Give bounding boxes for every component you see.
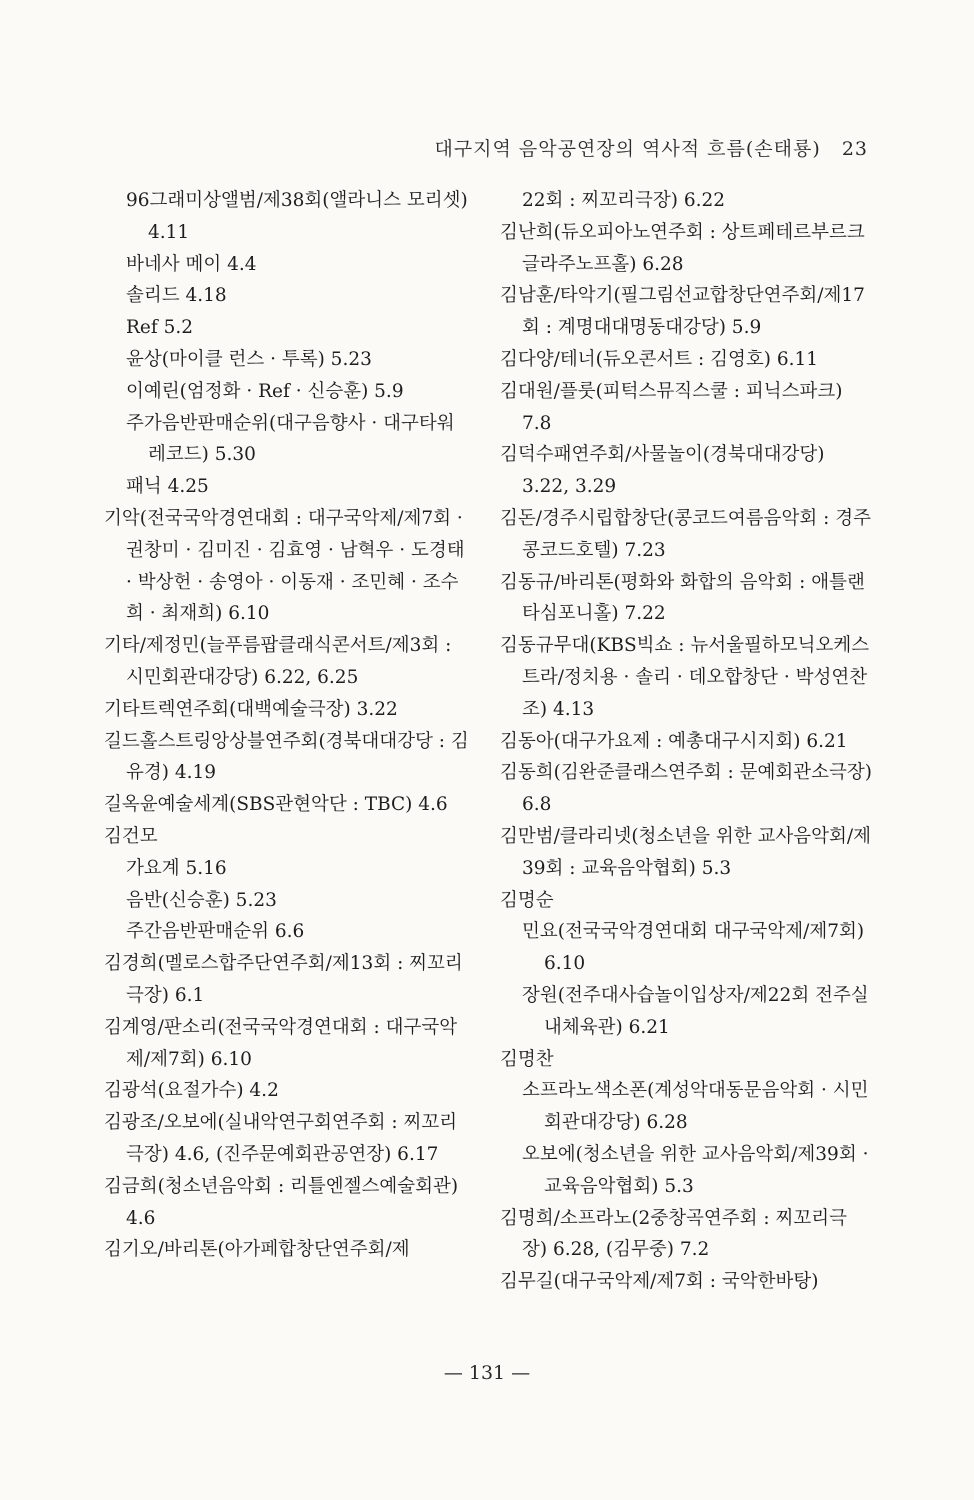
index-entry: 김동희(김완준클래스연주회 : 문예회관소극장) 6.8 xyxy=(500,762,872,816)
index-entry: 김대원/플룻(피턱스뮤직스쿨 : 피닉스파크) 7.8 xyxy=(500,380,843,434)
index-entry: 길드홀스트링앙상블연주회(경북대대강당 : 김유경) 4.19 xyxy=(104,730,469,784)
index-entry: 김계영/판소리(전국국악경연대회 : 대구국악제/제7회) 6.10 xyxy=(104,1016,458,1070)
index-entry: 김금희(청소년음악회 : 리틀엔젤스예술회관) 4.6 xyxy=(104,1175,459,1229)
index-entry: 주간음반판매순위 6.6 xyxy=(126,921,305,943)
index-entry: 김명희/소프라노(2중창곡연주회 : 찌꼬리극장) 6.28, (김무중) 7.2 xyxy=(500,1207,848,1261)
running-header xyxy=(0,134,868,161)
index-entry: 기악(전국국악경연대회 : 대구국악제/제7회 · 권창미 · 김미진 · 김효영 · 남혁우 · 도경태 · 박상헌 · 송영아 · 이동재 · 조민혜 · 조수희 · 최재희) 6.10 xyxy=(104,507,465,625)
index-entry: 김광석(요절가수) 4.2 xyxy=(104,1080,279,1102)
index-entry: 윤상(마이클 런스 · 투록) 5.23 xyxy=(126,348,372,370)
index-entry: 김동아(대구가요제 : 예총대구시지회) 6.21 xyxy=(500,730,848,752)
index-entry: 김무길(대구국악제/제7회 : 국악한바탕) xyxy=(500,1271,819,1293)
index-entry: 김돈/경주시립합창단(콩코드여름음악회 : 경주콩코드호텔) 7.23 xyxy=(500,507,871,561)
index-entry: 김다양/테너(듀오콘서트 : 김영호) 6.11 xyxy=(500,348,819,370)
index-entry: 김만범/클라리넷(청소년을 위한 교사음악회/제39회 : 교육음악협회) 5.3 xyxy=(500,825,871,879)
index-entry: 기타트렉연주회(대백예술극장) 3.22 xyxy=(104,698,398,720)
index-entry: 민요(전국국악경연대회 대구국악제/제7회) 6.10 xyxy=(522,921,865,975)
index-entry: 기타/제정민(늘푸름팝클래식콘서트/제3회 : 시민회관대강당) 6.22, 6.25 xyxy=(104,635,452,688)
index-entry: 김경희(멜로스합주단연주회/제13회 : 찌꼬리극장) 6.1 xyxy=(104,953,463,1006)
index-entry: 이예린(엄정화 · Ref · 신승훈) 5.9 xyxy=(126,380,404,402)
index-entry: 솔리드 4.18 xyxy=(126,285,227,307)
header-page-number: 23 xyxy=(841,138,868,160)
index-entry: 96그래미상앨범/제38회(앨라니스 모리셋) 4.11 xyxy=(126,190,468,243)
index-entry: 22회 : 찌꼬리극장) 6.22 xyxy=(522,190,726,211)
index-entry: 김동규무대(KBS빅쇼 : 뉴서울필하모닉오케스트라/정치용 · 솔리 · 데오합창단 · 박성연찬조) 4.13 xyxy=(500,635,870,720)
index-entry: 김명순 xyxy=(500,889,554,911)
index-entry: 김동규/바리톤(평화와 화합의 음악회 : 애틀랜타심포니홀) 7.22 xyxy=(500,571,865,625)
index-entry: 주가음반판매순위(대구음향사 · 대구타워레코드) 5.30 xyxy=(126,412,455,466)
index-entry: 김기오/바리톤(아가페합창단연주회/제 xyxy=(104,1239,410,1261)
footer-page-number: — 131 — xyxy=(443,1362,531,1384)
index-entry: 패닉 4.25 xyxy=(126,476,209,498)
index-entry: 가요계 5.16 xyxy=(126,857,227,879)
index-entry: 김덕수패연주회/사물놀이(경북대대강당) 3.22, 3.29 xyxy=(500,444,825,498)
index-entry: 김광조/오보에(실내악연구회연주회 : 찌꼬리극장) 4.6, (진주문예회관공연장) 6.17 xyxy=(104,1112,458,1165)
index-entry: 바네사 메이 4.4 xyxy=(126,253,257,275)
index-entry: 길옥윤예술세계(SBS관현악단 : TBC) 4.6 xyxy=(104,794,448,816)
index-entry: 김건모 xyxy=(104,825,158,847)
index-entry: 음반(신승훈) 5.23 xyxy=(126,889,277,911)
index-entry: 김명찬 xyxy=(500,1048,554,1070)
index-entry: Ref 5.2 xyxy=(126,317,194,339)
index-entry: 소프라노색소폰(계성악대동문음악회 · 시민회관대강당) 6.28 xyxy=(522,1080,869,1134)
right-column xyxy=(500,185,872,1298)
index-entry: 오보에(청소년을 위한 교사음악회/제39회 · 교육음악협회) 5.3 xyxy=(522,1143,869,1197)
running-title: 대구지역 음악공연장의 역사적 흐름(손태룡) xyxy=(434,138,821,160)
index-entry: 김난희(듀오피아노연주회 : 상트페테르부르크글라주노프홀) 6.28 xyxy=(500,221,865,275)
left-column xyxy=(104,185,472,1266)
index-entry: 장원(전주대사습놀이입상자/제22회 전주실내체육관) 6.21 xyxy=(522,984,869,1038)
index-entry: 김남훈/타악기(필그림선교합창단연주회/제17회 : 계명대대명동대강당) 5.9 xyxy=(500,285,865,339)
